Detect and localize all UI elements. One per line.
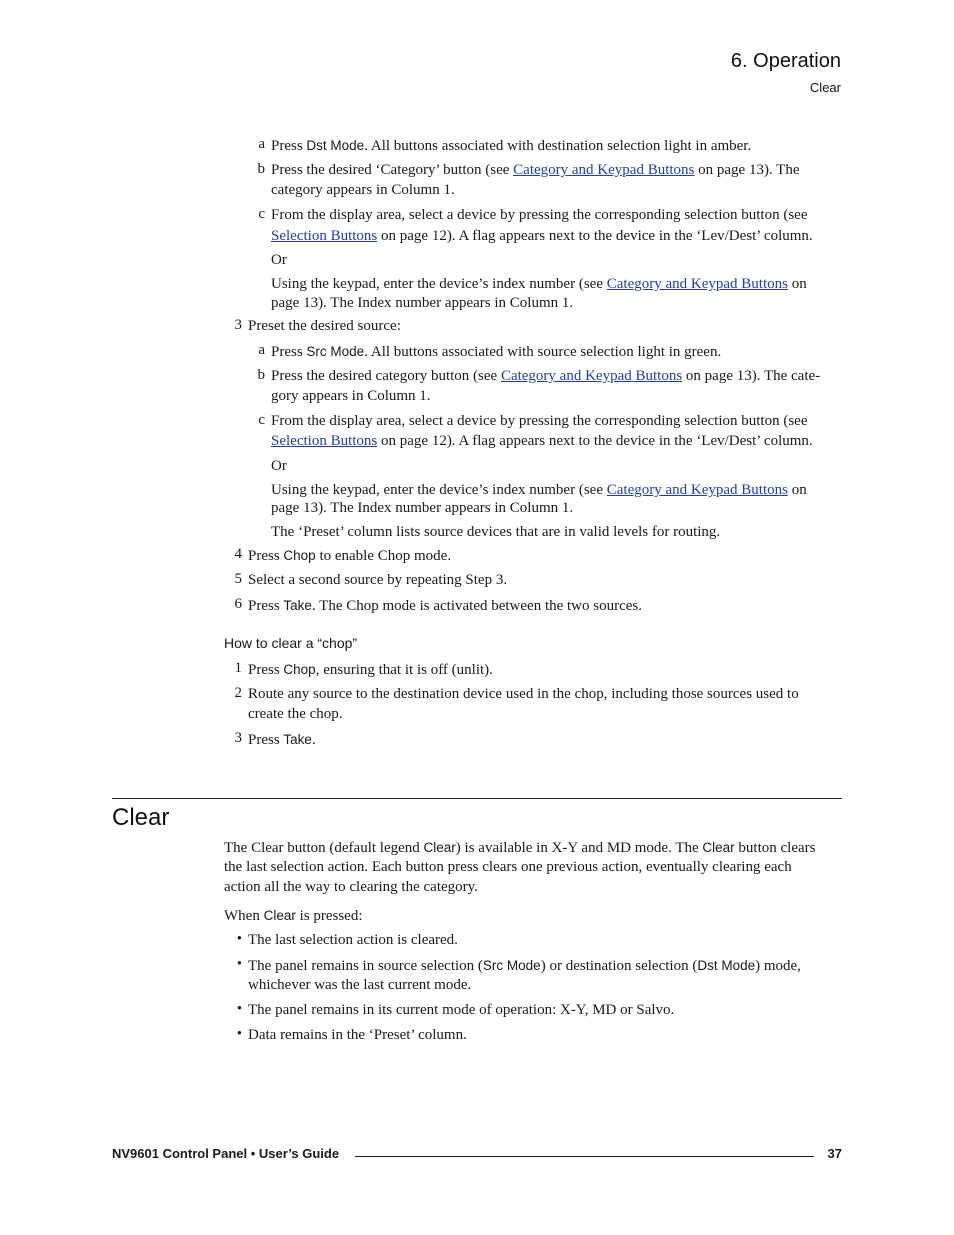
link-category-keypad-buttons[interactable]: Category and Keypad Buttons [606,482,788,498]
step-3c-line4: page 13). The Index number appears in Column 1. [271,500,574,516]
step-2b-line2: category appears in Column 1. [271,182,455,198]
key-dst-mode: Dst Mode [306,138,365,153]
step-6: Press Take. The Chop mode is activated between the two sources. [248,598,643,614]
step-3a: Press Src Mode. All buttons associated with source selection light in green. [271,344,722,360]
link-category-keypad-buttons[interactable]: Category and Keypad Buttons [606,276,788,292]
step-3c-line1: From the display area, select a device by pressing the corresponding selection button (see [271,413,808,429]
step-2c-line1: From the display area, select a device by pressing the corresponding selection button (see [271,207,808,223]
step-marker: a [258,342,265,358]
step-marker: 3 [234,730,242,746]
section-running-head: Clear [809,80,841,95]
step-marker: 4 [234,546,242,562]
bullet-item-3: The panel remains in its current mode of operation: X-Y, MD or Salvo. [248,1002,675,1018]
link-category-keypad-buttons[interactable]: Category and Keypad Buttons [500,368,683,384]
link-category-keypad-buttons[interactable]: Category and Keypad Buttons [513,162,695,178]
when-clear-pressed: When Clear is pressed: [224,908,363,924]
step-marker: c [258,412,265,428]
key-take: Take [283,732,312,747]
step-2a: Press Dst Mode. All buttons associated with destination selection light in amber. [271,138,752,154]
step-2c-line3: Using the keypad, enter the device’s index number (see Category and Keypad Buttons on [271,276,807,292]
key-dst-mode: Dst Mode [697,958,756,973]
step-marker: 5 [234,571,242,587]
key-clear: Clear [423,840,456,855]
bullet-item-2-line2: whichever was the last current mode. [248,977,472,993]
footer-divider [355,1156,814,1157]
chop-step-2-line2: create the chop. [248,706,343,722]
step-3: Preset the desired source: [248,318,401,334]
step-marker: 1 [234,660,242,676]
key-take: Take [283,598,312,613]
step-marker: 3 [234,317,242,333]
chop-step-3: Press Take. [248,732,316,748]
step-4: Press Chop to enable Chop mode. [248,548,452,564]
clear-para-line3: action all the way to clearing the category. [224,879,478,895]
clear-para-line1: The Clear button (default legend Clear) is available in X-Y and MD mode. The Clear button clears [224,840,816,856]
key-clear: Clear [702,840,735,855]
key-chop: Chop [283,548,316,563]
step-3c-line2: Selection Buttons on page 12). A flag appears next to the device in the ‘Lev/Dest’ column. [271,433,813,449]
or-text: Or [271,252,287,268]
step-2c-line4: page 13). The Index number appears in Column 1. [271,295,574,311]
key-clear: Clear [263,908,296,923]
link-selection-buttons[interactable]: Selection Buttons [271,228,378,244]
step-5: Select a second source by repeating Step 3. [248,572,508,588]
chapter-title: 6. Operation [730,50,841,72]
step-marker: c [258,206,265,222]
chop-step-1: Press Chop, ensuring that it is off (unlit). [248,662,493,678]
bullet: • [236,1026,242,1042]
section-title-clear: Clear [112,804,170,831]
bullet-item-2-line1: The panel remains in source selection (Src Mode) or destination selection (Dst Mode) mode, [248,958,801,974]
subheading-clear-chop: How to clear a “chop” [224,635,358,651]
bullet-item-1: The last selection action is cleared. [248,932,458,948]
step-3b-line1: Press the desired category button (see Category and Keypad Buttons on page 13). The cate- [271,368,821,384]
footer-doc-title: NV9601 Control Panel • User’s Guide [112,1146,340,1161]
step-marker: b [257,161,265,177]
step-3c-line3: Using the keypad, enter the device’s index number (see Category and Keypad Buttons on [271,482,807,498]
bullet-item-4: Data remains in the ‘Preset’ column. [248,1027,467,1043]
clear-para-line2: the last selection action. Each button press clears one previous action, eventually clearing each [224,859,792,875]
preset-note: The ‘Preset’ column lists source devices that are in valid levels for routing. [271,524,721,540]
step-2c-line2: Selection Buttons on page 12). A flag appears next to the device in the ‘Lev/Dest’ column. [271,228,813,244]
bullet: • [236,931,242,947]
link-selection-buttons[interactable]: Selection Buttons [271,433,378,449]
page-number: 37 [827,1146,842,1161]
or-text: Or [271,458,287,474]
key-src-mode: Src Mode [306,344,365,359]
step-2b-line1: Press the desired ‘Category’ button (see Category and Keypad Buttons on page 13). The [271,162,800,178]
step-marker: 6 [234,596,242,612]
step-marker: a [258,136,265,152]
step-3b-line2: gory appears in Column 1. [271,388,431,404]
chop-step-2-line1: Route any source to the destination device used in the chop, including those sources used to [248,686,799,702]
step-marker: b [257,367,265,383]
key-chop: Chop [283,662,316,677]
section-divider [112,798,842,799]
step-marker: 2 [234,685,242,701]
bullet: • [236,956,242,972]
bullet: • [236,1001,242,1017]
key-src-mode: Src Mode [482,958,541,973]
